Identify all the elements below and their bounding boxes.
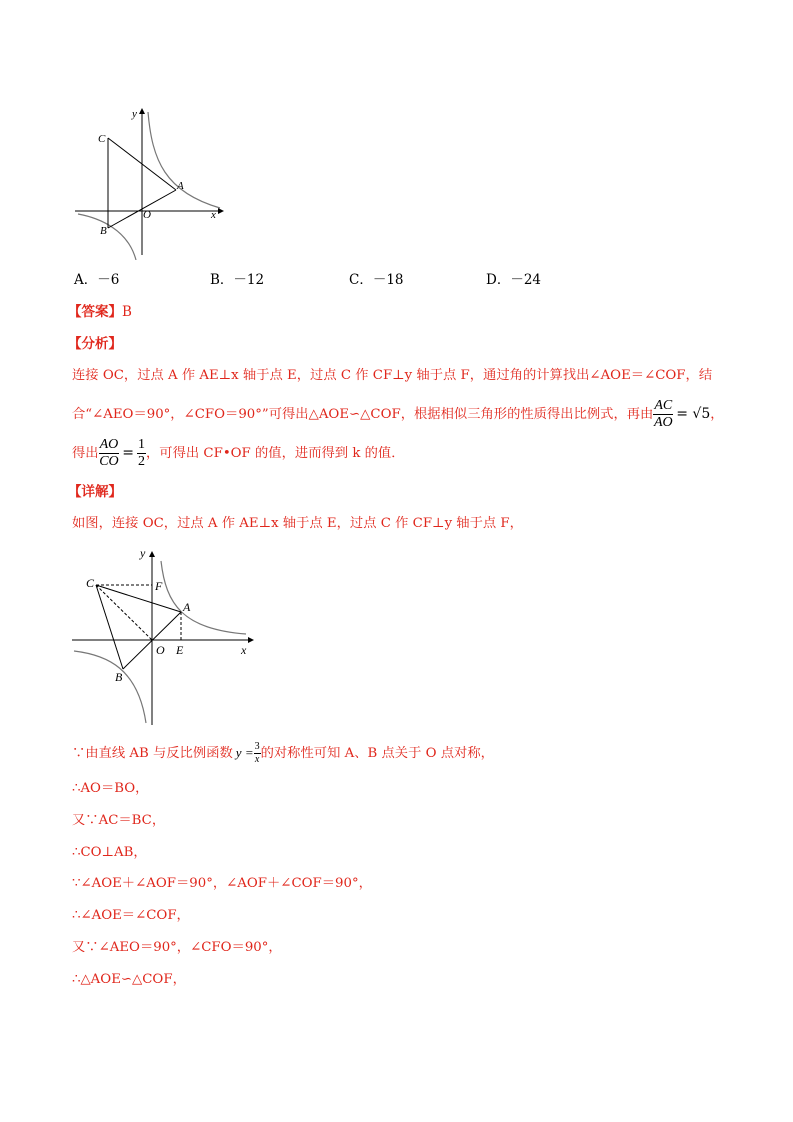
x-axis-arrow xyxy=(248,637,254,643)
answer-line xyxy=(68,302,132,322)
hyperbola-branch-2 xyxy=(78,214,136,260)
detail-line-2-start: ∵由直线 AB 与反比例函数 xyxy=(72,746,233,761)
fraction-ac-ao-den: AO xyxy=(653,415,673,430)
fraction-one-half xyxy=(137,438,146,469)
label-c: C xyxy=(86,576,95,590)
label-x: x xyxy=(211,209,216,221)
label-b: B xyxy=(100,225,107,237)
detail-tag: 【详解】 xyxy=(68,484,122,500)
label-o: O xyxy=(156,643,165,657)
fraction-one-half-num: 1 xyxy=(138,437,145,452)
equals-sign: = xyxy=(122,445,134,461)
hyperbola-branch-1 xyxy=(161,561,246,634)
label-x: x xyxy=(241,643,247,657)
label-a: A xyxy=(183,600,191,614)
label-e: E xyxy=(176,643,184,657)
option-b-value: －12 xyxy=(233,272,265,288)
fraction-ac-ao-num: AC xyxy=(654,398,673,413)
step-1: ∴AO＝BO， xyxy=(72,781,149,796)
fraction-ao-co-den: CO xyxy=(99,454,119,469)
analysis-line-2-end: ， xyxy=(710,407,724,422)
fraction-3-over-x xyxy=(254,742,261,765)
analysis-line-2-text: 合“∠AEO＝90°，∠CFO＝90°”可得出△AOE∽△COF，根据相似三角形的性质得出比例式，再由 xyxy=(72,407,654,422)
option-a-letter: A． xyxy=(74,272,98,288)
option-c xyxy=(349,270,404,290)
step-7: ∴△AOE∽△COF， xyxy=(72,972,186,987)
label-b: B xyxy=(115,670,123,684)
option-b-letter: B． xyxy=(210,272,234,288)
analysis-tag: 【分析】 xyxy=(68,336,122,352)
fraction-ao-co xyxy=(99,438,120,469)
fraction-3-over-x-den: x xyxy=(254,754,260,765)
line-ca xyxy=(96,585,181,612)
label-o: O xyxy=(143,209,151,221)
y-axis-arrow xyxy=(139,108,145,114)
option-d-value: －24 xyxy=(510,272,542,288)
option-d-letter: D． xyxy=(486,272,511,288)
hyperbola-branch-1 xyxy=(148,112,220,208)
detail-line-2 xyxy=(72,735,494,772)
label-y: y xyxy=(132,108,137,120)
hyperbola-branch-2 xyxy=(74,651,146,723)
answer-tag: 【答案】 xyxy=(68,304,122,320)
option-c-letter: C． xyxy=(349,272,373,288)
step-5: ∴∠AOE＝∠COF， xyxy=(72,908,190,923)
analysis-line-3-start: 得出 xyxy=(72,446,99,461)
analysis-line-1: 连接 OC，过点 A 作 AE⊥x 轴于点 E，过点 C 作 CF⊥y 轴于点 F，通过角的计算找出∠AOE＝∠COF，结 xyxy=(72,368,713,383)
figure-2-graph xyxy=(68,543,260,727)
answer-value: B xyxy=(122,304,132,320)
analysis-line-2 xyxy=(72,399,724,430)
step-3: ∴CO⊥AB， xyxy=(72,845,147,860)
label-y: y xyxy=(140,546,146,560)
option-c-value: －18 xyxy=(372,272,404,288)
step-6: 又∵∠AEO＝90°，∠CFO＝90°， xyxy=(72,940,282,955)
label-a: A xyxy=(177,180,184,192)
label-f: F xyxy=(155,579,163,593)
sqrt5-eq: = √5 xyxy=(676,406,711,422)
analysis-line-3 xyxy=(72,438,405,469)
step-2: 又∵AC＝BC， xyxy=(72,813,166,828)
fraction-3-over-x-num: 3 xyxy=(254,741,260,752)
analysis-line-3-end: ，可得出 CF•OF 的值，进而得到 k 的值． xyxy=(146,446,405,461)
x-axis-arrow xyxy=(218,208,224,214)
y-axis-arrow xyxy=(149,551,155,557)
label-c: C xyxy=(98,133,106,145)
detail-line-2-end: 的对称性可知 A、B 点关于 O 点对称， xyxy=(260,746,494,761)
option-d xyxy=(486,270,541,290)
function-y-eq: y = xyxy=(235,745,254,760)
detail-line-1: 如图，连接 OC，过点 A 作 AE⊥x 轴于点 E，过点 C 作 CF⊥y 轴于点 F， xyxy=(72,516,523,531)
fraction-ac-ao xyxy=(653,399,673,430)
option-a xyxy=(74,270,119,290)
fraction-ao-co-num: AO xyxy=(99,437,119,452)
step-4: ∵∠AOE＋∠AOF＝90°，∠AOF＋∠COF＝90°， xyxy=(72,876,372,891)
option-b xyxy=(210,270,264,290)
option-a-value: －6 xyxy=(97,272,120,288)
fraction-one-half-den: 2 xyxy=(138,454,145,469)
figure-1-graph xyxy=(70,100,230,260)
